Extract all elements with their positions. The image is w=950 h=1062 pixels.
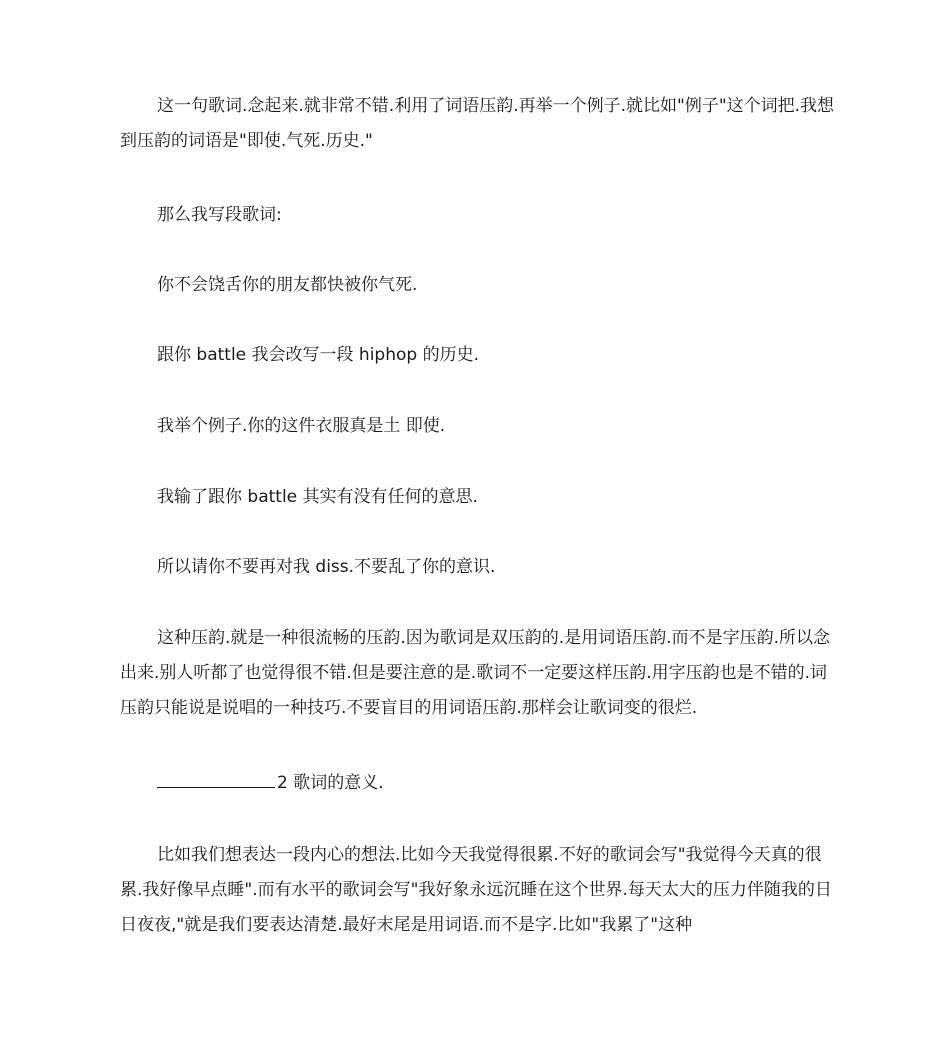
paragraph-rhyme-example: 这一句歌词.念起来.就非常不错.利用了词语压韵.再举一个例子.就比如"例子"这个词把.我想到压韵的词语是"即使.气死.历史." — [120, 96, 835, 151]
section-heading — [120, 766, 836, 801]
lyric-line-1: 你不会饶舌你的朋友都快被你气死. — [157, 275, 418, 295]
lyric-line-5: 所以请你不要再对我 diss.不要乱了你的意识. — [157, 557, 496, 577]
lyric-line-3: 我举个例子.你的这件衣服真是土 即使. — [157, 416, 446, 436]
paragraph-lyrics-intro: 那么我写段歌词: — [157, 205, 282, 225]
section-heading-title: 2 歌词的意义. — [277, 773, 384, 793]
paragraph-rhyme-explanation: 这种压韵.就是一种很流畅的压韵.因为歌词是双压韵的.是用词语压韵.而不是字压韵.所以念出来.别人听都了也觉得很不错.但是要注意的是.歌词不一定要这样压韵.用字压韵也是不错的.词压韵只能说是说唱的一种技巧.不要盲目的用词语压韵.那样会让歌词变的很烂. — [120, 628, 831, 718]
lyric-line-4: 我输了跟你 battle 其实有没有任何的意思. — [157, 487, 478, 507]
heading-underline — [157, 775, 275, 788]
paragraph-lyrics-meaning: 比如我们想表达一段内心的想法.比如今天我觉得很累.不好的歌词会写"我觉得今天真的很累.我好像早点睡".而有水平的歌词会写"我好象永远沉睡在这个世界.每天太大的压力伴随我的日日夜夜,"就是我们要表达清楚.最好末尾是用词语.而不是字.比如"我累了"这种 — [120, 845, 832, 935]
lyric-line-2: 跟你 battle 我会改写一段 hiphop 的历史. — [157, 345, 479, 365]
